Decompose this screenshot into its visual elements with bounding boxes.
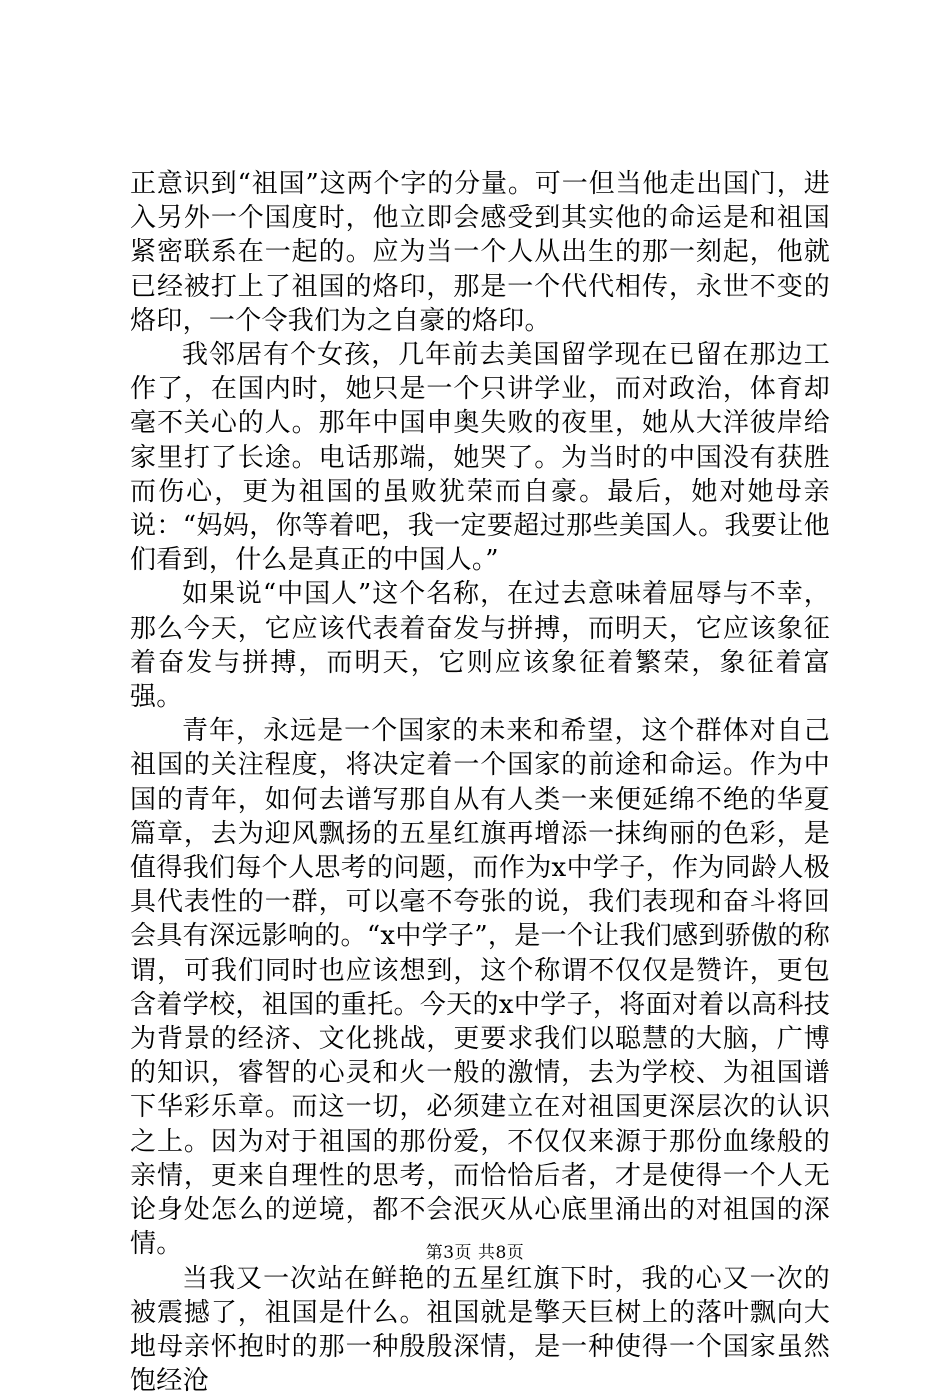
page-number-footer: 第3页 共8页	[0, 1242, 950, 1264]
paragraph-neighbor-girl: 我邻居有个女孩，几年前去美国留学现在已留在那边工作了，在国内时，她只是一个只讲学业，而对政治，体育却毫不关心的人。那年中国申奥失败的夜里，她从大洋彼岸给家里打了长途。电话那端，她哭了。为当时的中国没有获胜而伤心，更为祖国的虽败犹荣而自豪。最后，她对她母亲说：“妈妈，你等着吧，我一定要超过那些美国人。我要让他们看到，什么是真正的中国人。”	[130, 338, 830, 577]
paragraph-continuation: 正意识到“祖国”这两个字的分量。可一但当他走出国门，进入另外一个国度时，他立即会感受到其实他的命运是和祖国紧密联系在一起的。应为当一个人从出生的那一刻起，他就已经被打上了祖国的烙印，那是一个代代相传，永世不变的烙印，一个令我们为之自豪的烙印。	[130, 167, 830, 338]
paragraph-chinese-people: 如果说“中国人”这个名称，在过去意味着屈辱与不幸，那么今天，它应该代表着奋发与拼搏，而明天，它应该象征着奋发与拼搏，而明天，它则应该象征着繁荣，象征着富强。	[130, 577, 830, 714]
paragraph-youth: 青年，永远是一个国家的未来和希望，这个群体对自己祖国的关注程度，将决定着一个国家的前途和命运。作为中国的青年，如何去谱写那自从有人类一来便延绵不绝的华夏篇章，去为迎风飘扬的五星红旗再增添一抹绚丽的色彩，是值得我们每个人思考的问题，而作为x中学子，作为同龄人极具代表性的一群，可以毫不夸张的说，我们表现和奋斗将回会具有深远影响的。“x中学子”，是一个让我们感到骄傲的称谓，可我们同时也应该想到，这个称谓不仅仅是赞许，更包含着学校，祖国的重托。今天的x中学子，将面对着以高科技为背景的经济、文化挑战，更要求我们以聪慧的大脑，广博的知识，睿智的心灵和火一般的激情，去为学校、为祖国谱下华彩乐章。而这一切，必须建立在对祖国更深层次的认识之上。因为对于祖国的那份爱，不仅仅来源于那份血缘般的亲情，更来自理性的思考，而恰恰后者，才是使得一个人无论身处怎么的逆境，都不会泯灭从心底里涌出的对祖国的深情。	[130, 714, 830, 1261]
document-body	[130, 167, 830, 1398]
paragraph-flag: 当我又一次站在鲜艳的五星红旗下时，我的心又一次的被震撼了，祖国是什么。祖国就是擎天巨树上的落叶飘向大地母亲怀抱时的那一种殷殷深情，是一种使得一个国家虽然饱经沧	[130, 1262, 830, 1398]
